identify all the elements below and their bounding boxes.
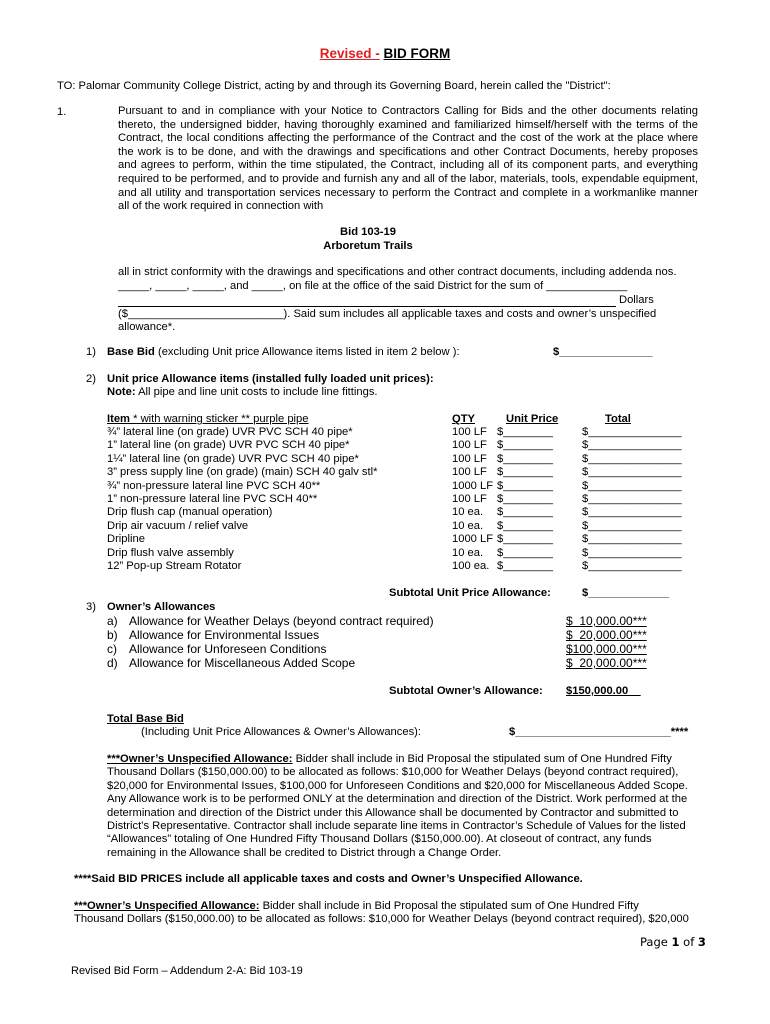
- base-bid-label: Base Bid: [107, 346, 155, 358]
- unit-row-unit-price[interactable]: $________: [497, 479, 553, 492]
- page-current: 1: [671, 935, 680, 949]
- unit-row-qty: 1000 LF: [452, 533, 494, 546]
- unit-row-unit-price[interactable]: $________: [497, 533, 553, 546]
- total-base-bid-amount[interactable]: $_________________________****: [509, 726, 689, 738]
- unit-row-item: ¾” lateral line (on grade) UVR PVC SCH 40 pipe*: [107, 426, 353, 438]
- unit-row-item: Drip air vacuum / relief valve: [107, 519, 249, 532]
- owners-note2-line1: Bidder shall include in Bid Proposal the stipulated sum of One Hundred Fifty: [259, 900, 639, 912]
- unit-row-item: 3” press supply line (on grade) (main) SCH 40 galv stl*: [107, 466, 378, 479]
- owners-header: Owner’s Allowances: [107, 601, 216, 613]
- page-of: of: [679, 935, 698, 949]
- to-line: TO: Palomar Community College District, acting by and through its Governing Board, herein called the "District":: [57, 80, 611, 92]
- unit-row-total[interactable]: $_______________: [582, 546, 682, 559]
- sum-written-field[interactable]: [118, 294, 616, 307]
- unit-row-total[interactable]: $_______________: [582, 479, 682, 492]
- conformity-line1: all in strict conformity with the drawings and specifications and other contract documents, including addenda nos.: [118, 266, 677, 278]
- owner-row-label: Allowance for Miscellaneous Added Scope: [129, 656, 356, 670]
- note-text: All pipe and line unit costs to include line fittings.: [138, 386, 378, 398]
- unit-row-unit-price[interactable]: $________: [497, 506, 553, 519]
- owner-row-amount: $ 20,000.00***: [566, 656, 647, 670]
- unit-row-total[interactable]: $_______________: [582, 439, 682, 452]
- dollars-label: Dollars: [619, 294, 654, 306]
- unit-row-total[interactable]: $_______________: [582, 426, 682, 438]
- unit-row-item: ¾” non-pressure lateral line PVC SCH 40**: [107, 479, 321, 492]
- column-header-qty: QTY: [452, 413, 475, 425]
- unit-row-qty: 1000 LF: [452, 479, 494, 492]
- owner-row-letter: b): [107, 628, 118, 642]
- unit-row-item: 1” non-pressure lateral line PVC SCH 40**: [107, 493, 318, 505]
- conformity-line2: _____, _____, _____, and _____, on file at the office of the said District for the sum of _____________: [118, 280, 628, 292]
- unit-row-total[interactable]: $_______________: [582, 466, 682, 479]
- owner-row-letter: a): [107, 614, 118, 628]
- unit-price-number: 2): [86, 373, 96, 385]
- base-bid-amount[interactable]: $_______________: [553, 346, 653, 358]
- unit-row-unit-price[interactable]: $________: [497, 493, 553, 505]
- owner-row-label: Allowance for Weather Delays (beyond contract required): [129, 614, 434, 628]
- unit-row-qty: 100 LF: [452, 493, 487, 505]
- owner-row-letter: c): [107, 642, 117, 656]
- subtotal-owner-amount: $150,000.00: [566, 685, 641, 697]
- unit-row-total[interactable]: $_______________: [582, 560, 682, 572]
- unit-row-total[interactable]: $_______________: [582, 519, 682, 532]
- page-title: [0, 46, 770, 61]
- column-header-total: Total: [605, 413, 631, 425]
- subtotal-unit-amount[interactable]: $_____________: [582, 587, 670, 599]
- unit-row-item: 1¼” lateral line (on grade) UVR PVC SCH 40 pipe*: [107, 452, 359, 465]
- unit-row-unit-price[interactable]: $________: [497, 426, 553, 438]
- conformity-line5: allowance*.: [118, 321, 176, 333]
- bid-form-label: BID FORM: [383, 46, 451, 61]
- unit-row-qty: 100 LF: [452, 466, 487, 479]
- bid-name: Arboretum Trails: [323, 240, 413, 252]
- unit-row-qty: 100 LF: [452, 452, 487, 465]
- total-base-bid-label: Total Base Bid: [107, 713, 184, 725]
- unit-row-item: Drip flush cap (manual operation): [107, 506, 273, 519]
- section1-text: Pursuant to and in compliance with your Notice to Contractors Calling for Bids and the other documents relating thereto, the undersigned bidder, having thoroughly examined and familiarized himself/herself with the terms of the Contract, the local conditions affecting the performance of the Contract and the cost of the work at the place where the work is to be done, and with the drawings and specifications and other Contract Documents, hereby proposes and agrees to perform, within the time stipulated, the Contract, including all of its component parts, and everything required to be performed, and to provide and furnish any and all of the labor, materials, tools, expendable equipment, and all utility and transportation services necessary to perform the Contract and complete in a workmanlike manner all of the work required in connection with: [118, 105, 698, 213]
- said-bid-prices: ****Said BID PRICES include all applicable taxes and costs and Owner’s Unspecified Allowance.: [74, 873, 583, 885]
- unit-row-qty: 100 LF: [452, 439, 487, 452]
- section1-number: 1.: [57, 106, 67, 118]
- base-bid-paren: (excluding Unit price Allowance items listed in item 2 below ):: [157, 346, 460, 358]
- owner-row-label: Allowance for Unforeseen Conditions: [129, 642, 327, 656]
- owners-number: 3): [86, 601, 96, 613]
- unit-row-unit-price[interactable]: $________: [497, 466, 553, 479]
- revised-label: Revised -: [319, 46, 380, 61]
- owners-note2-line2: Thousand Dollars ($150,000.00) to be allocated as follows: $10,000 for Weather Delays (beyond contract required), $20,000: [74, 913, 689, 926]
- unit-price-header: Unit price Allowance items (installed fully loaded unit prices):: [107, 373, 434, 385]
- unit-row-item: Drip flush valve assembly: [107, 546, 234, 559]
- total-base-bid-sub: (Including Unit Price Allowances & Owner’s Allowances):: [141, 726, 422, 738]
- unit-price-note: [107, 386, 378, 398]
- subtotal-owner-label: Subtotal Owner’s Allowance:: [389, 685, 543, 697]
- base-bid-number: 1): [86, 346, 96, 358]
- unit-row-total[interactable]: $_______________: [582, 506, 682, 519]
- unit-row-unit-price[interactable]: $________: [497, 560, 553, 572]
- unit-row-qty: 100 LF: [452, 426, 487, 438]
- base-bid-label-line: [107, 346, 460, 358]
- owners-note-label: ***Owner’s Unspecified Allowance:: [107, 753, 293, 765]
- conformity-line4: ($_________________________). Said sum includes all applicable taxes and costs and owner’s unspecified: [118, 308, 657, 320]
- unit-row-unit-price[interactable]: $________: [497, 452, 553, 465]
- unit-row-unit-price[interactable]: $________: [497, 439, 553, 452]
- owner-row-amount: $ 20,000.00***: [566, 628, 647, 642]
- owner-row-label: Allowance for Environmental Issues: [129, 628, 320, 642]
- owners-unspecified-note: [107, 753, 697, 860]
- item-header-label: Item: [107, 413, 131, 425]
- column-header-unit-price: Unit Price: [506, 413, 559, 425]
- unit-row-unit-price[interactable]: $________: [497, 546, 553, 559]
- unit-row-qty: 10 ea.: [452, 546, 484, 559]
- unit-row-item: 12” Pop-up Stream Rotator: [107, 560, 242, 572]
- unit-row-total[interactable]: $_______________: [582, 493, 682, 505]
- page-total: 3: [697, 935, 706, 949]
- owner-row-amount: $100,000.00***: [566, 642, 647, 656]
- unit-row-qty: 10 ea.: [452, 506, 484, 519]
- owners-note2-label: ***Owner’s Unspecified Allowance:: [74, 900, 260, 912]
- page-prefix: Page: [640, 935, 672, 949]
- unit-row-total[interactable]: $_______________: [582, 452, 682, 465]
- note-label: Note:: [107, 386, 136, 398]
- subtotal-unit-label: Subtotal Unit Price Allowance:: [389, 587, 551, 599]
- owner-row-letter: d): [107, 656, 118, 670]
- item-header-legend: * with warning sticker ** purple pipe: [130, 413, 309, 425]
- unit-row-unit-price[interactable]: $________: [497, 519, 553, 532]
- bid-number: Bid 103-19: [340, 226, 396, 238]
- owner-row-amount: $ 10,000.00***: [566, 614, 647, 628]
- column-header-item: [107, 413, 308, 425]
- unit-row-qty: 100 ea.: [452, 560, 490, 572]
- unit-row-qty: 10 ea.: [452, 519, 484, 532]
- owners-unspecified-note-repeat: [74, 900, 698, 927]
- unit-row-item: Dripline: [107, 533, 145, 546]
- owners-note-text: Bidder shall include in Bid Proposal the stipulated sum of One Hundred Fifty Thousand Dollars ($150,000.00) to be allocated as follows: $10,000 for Weather Delays (beyond contract required), $20,000 for Environmental Issues, $100,000 for Unforeseen Conditions and $20,000 for Miscellaneous Added Scope. Any Allowance work is to be performed ONLY at the determination and direction of the District. Work performed at the determination and direction of the District under this Allowance shall be documented by Contractor and submitted to District’s Representative. Contractor shall include separate line items in Contractor’s Schedule of Values for the listed “Allowances” totaling of One Hundred Fifty Thousand Dollars ($150,000.00). At closeout of contract, any funds remaining in the Allowance shall be credited to District through a Change Order.: [107, 753, 688, 859]
- unit-row-total[interactable]: $_______________: [582, 533, 682, 546]
- footer-text: Revised Bid Form – Addendum 2-A: Bid 103-19: [71, 965, 303, 977]
- page-number: [640, 935, 706, 949]
- unit-row-item: 1” lateral line (on grade) UVR PVC SCH 40 pipe*: [107, 439, 350, 452]
